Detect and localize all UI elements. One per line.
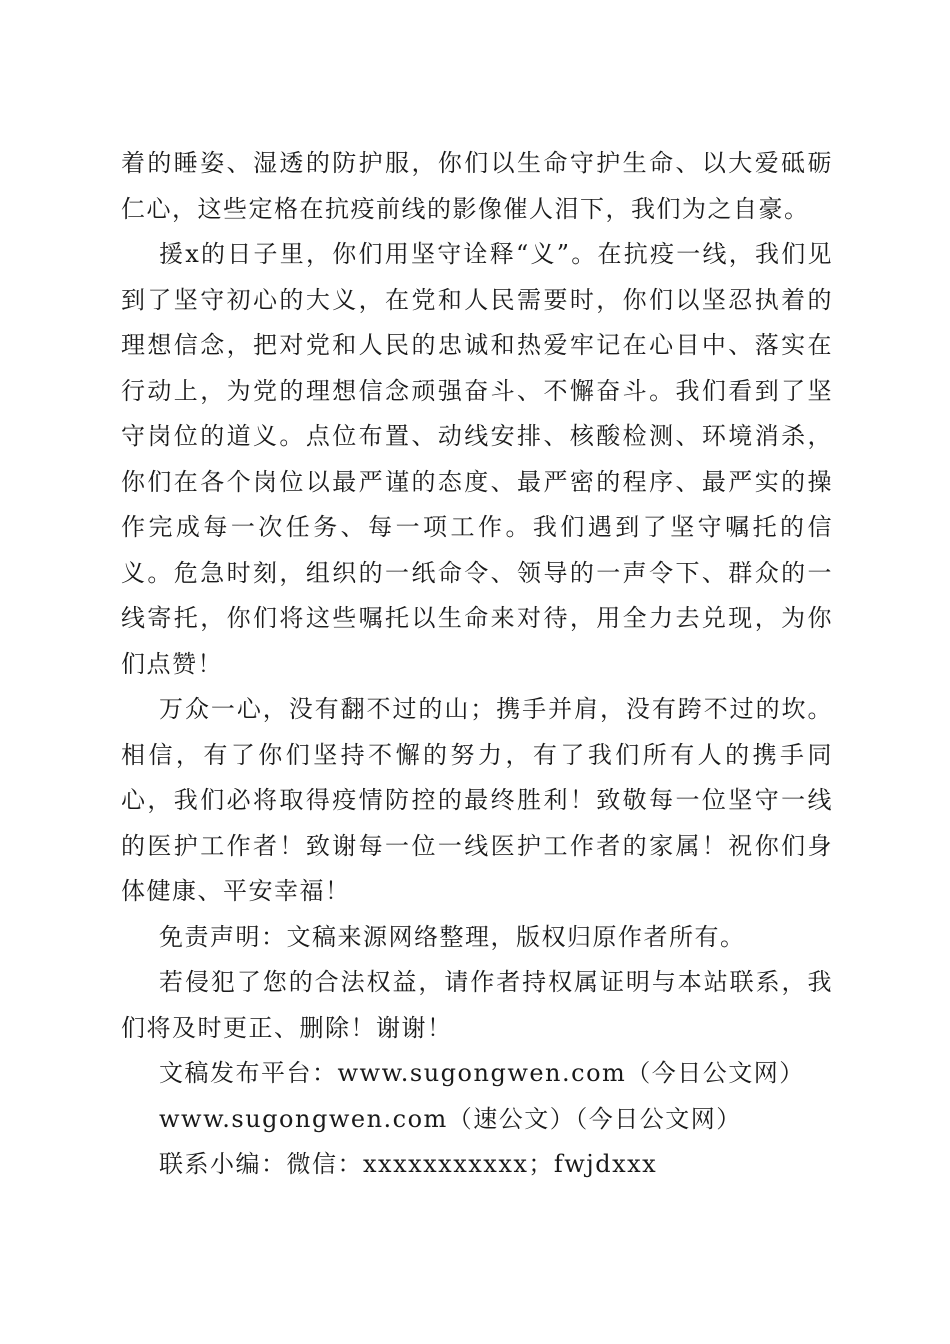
website-line: www.sugongwen.com（速公文）（今日公文网） — [159, 1104, 742, 1133]
platform-line: 文稿发布平台：www.sugongwen.com（今日公文网） — [159, 1059, 805, 1087]
infringement-notice: 若侵犯了您的合法权益，请作者持权属证明与本站联系，我们将及时更正、删除！谢谢！ — [121, 968, 833, 1042]
disclaimer-text: 免责声明：文稿来源网络整理，版权归原作者所有。 — [159, 922, 746, 951]
paragraph-2: 援x的日子里，你们用坚守诠释“义”。在抗疫一线，我们见到了坚守初心的大义，在党和人民需要时，你们以坚忍执着的理想信念，把对党和人民的忠诚和热爱牢记在心目中、落实在行动上，为党的理想信念顽强奋斗、不懈奋斗。我们看到了坚守岗位的道义。点位布置、动线安排、核酸检测、环境消杀，你们在各个岗位以最严谨的态度、最严密的程序、最严实的操作完成每一次任务、每一项工作。我们遇到了坚守嘱托的信义。危急时刻，组织的一纸命令、领导的一声令下、群众的一线寄托，你们将这些嘱托以生命来对待，用全力去兑现，为你们点赞！ — [121, 240, 833, 678]
contact-line: 联系小编：微信：xxxxxxxxxxx；fwjdxxx — [159, 1150, 658, 1178]
document-body — [121, 141, 833, 1188]
paragraph-1: 着的睡姿、湿透的防护服，你们以生命守护生命、以大爱砥砺仁心，这些定格在抗疫前线的影像催人泪下，我们为之自豪。 — [121, 149, 833, 223]
paragraph-3: 万众一心，没有翻不过的山；携手并肩，没有跨不过的坎。相信，有了你们坚持不懈的努力，有了我们所有人的携手同心，我们必将取得疫情防控的最终胜利！致敬每一位坚守一线的医护工作者！致谢每一位一线医护工作者的家属！祝你们身体健康、平安幸福！ — [121, 695, 833, 905]
